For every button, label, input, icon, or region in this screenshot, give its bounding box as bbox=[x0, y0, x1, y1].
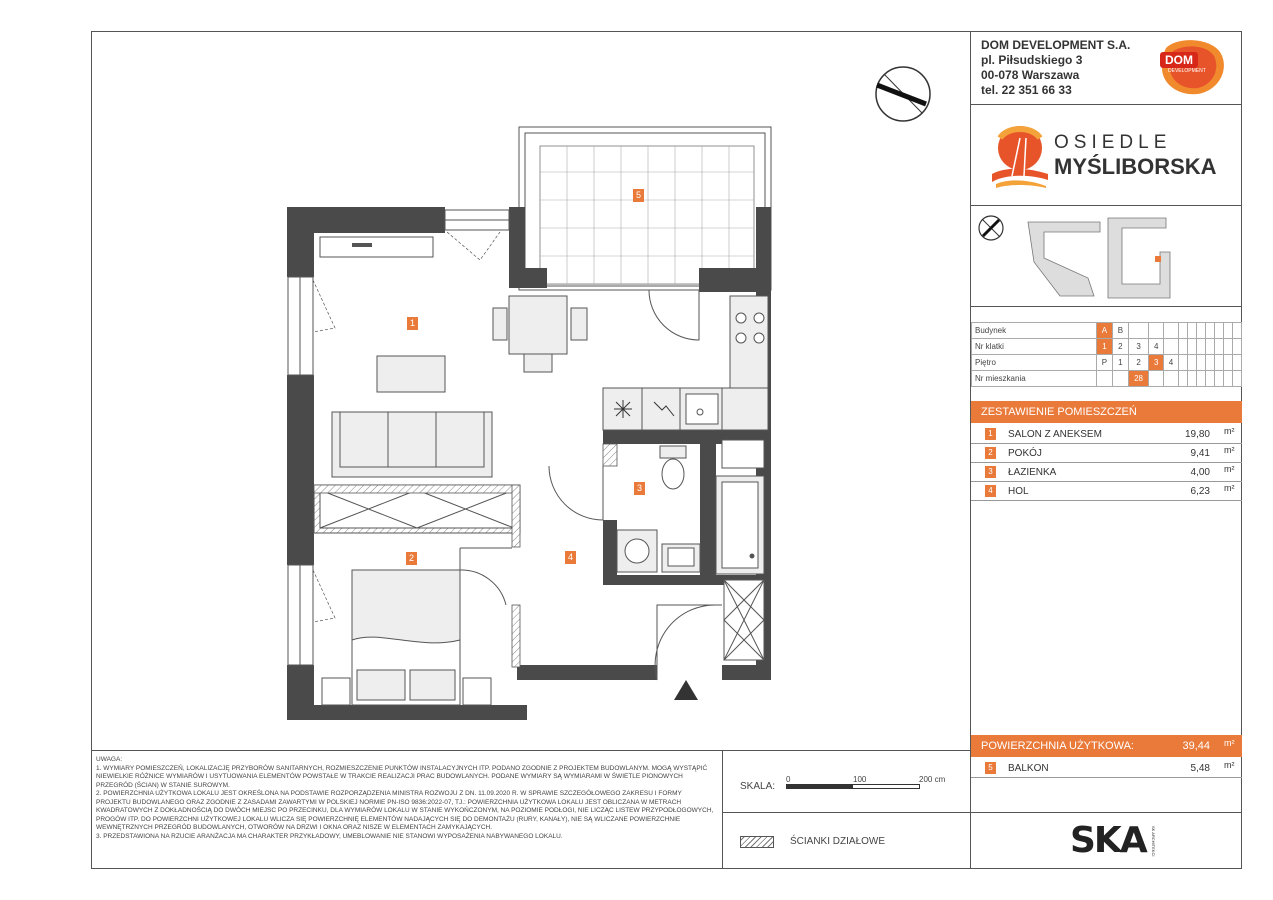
info-cell: 2 bbox=[1128, 355, 1149, 371]
room-unit: m² bbox=[1224, 483, 1235, 493]
info-cell: 4 bbox=[1164, 355, 1179, 371]
room-area: 6,23 bbox=[1190, 486, 1210, 497]
architect-logo: SKA bbox=[1070, 820, 1146, 861]
usable-area-label: POWIERZCHNIA UŻYTKOWA: bbox=[981, 740, 1134, 752]
washbasin-icon bbox=[662, 544, 700, 572]
scale-tick: 100 bbox=[853, 775, 867, 784]
dom-logo-text: DOM bbox=[1160, 52, 1198, 68]
radiator-icon bbox=[320, 237, 433, 257]
balcony-area bbox=[519, 127, 771, 290]
room-area: 19,80 bbox=[1184, 429, 1210, 440]
room-number: 3 bbox=[985, 466, 996, 478]
room-tag-5: 5 bbox=[633, 189, 644, 202]
kitchen-counter bbox=[603, 296, 768, 430]
toilet-icon bbox=[660, 446, 686, 489]
project-name-line1: OSIEDLE bbox=[1054, 132, 1172, 153]
room-number: 4 bbox=[985, 485, 996, 497]
scale-tick: 0 bbox=[786, 775, 791, 784]
bed bbox=[322, 570, 491, 705]
rooms-heading: ZESTAWIENIE POMIESZCZEŃ bbox=[971, 401, 1242, 423]
usable-area-unit: m² bbox=[1224, 738, 1235, 748]
room-number: 2 bbox=[985, 447, 996, 459]
info-label: Budynek bbox=[972, 323, 1097, 339]
coffee-table bbox=[377, 356, 445, 392]
room-number: 1 bbox=[985, 428, 996, 440]
bathtub-icon bbox=[716, 476, 764, 574]
room-area: 9,41 bbox=[1190, 448, 1210, 459]
dining-table bbox=[493, 296, 587, 372]
room-unit: m² bbox=[1224, 445, 1235, 455]
info-cell: 4 bbox=[1149, 339, 1164, 355]
info-label: Nr klatki bbox=[972, 339, 1097, 355]
notes-title: UWAGA: bbox=[96, 756, 123, 763]
balcony-number: 5 bbox=[985, 762, 996, 774]
info-cell: 3 bbox=[1128, 339, 1149, 355]
room-name: HOL bbox=[1008, 486, 1029, 497]
balcony-area: 5,48 bbox=[1190, 763, 1210, 774]
usable-area-value: 39,44 bbox=[1182, 740, 1210, 752]
partition-walls-label: ŚCIANKI DZIAŁOWE bbox=[790, 836, 886, 847]
room-name: POKÓJ bbox=[1008, 448, 1042, 459]
scale-tick: 200 cm bbox=[919, 775, 946, 784]
info-cell: 2 bbox=[1112, 339, 1128, 355]
note-item: 2. POWIERZCHNIA UŻYTKOWA LOKALU JEST OKREŚLONA NA PODSTAWIE ROZPORZĄDZENIA MINISTRA ROZWOJU Z DN. 11.09.2020 R. W SPRAWIE SZCZEGÓŁOWEGO ZAKRESU I FORMY PROJEKTU BUDOWLANEGO ORAZ ZGODNIE Z ZASADAMI ZAWARTYMI W POLSKIEJ NORMIE PN-ISO 9836:2022-07, TJ.: POWIERZCHNIA UŻYTKOWA LOKALU JEST OBLICZANA W METRACH KWADRATOWYCH Z DOKŁADNOŚCIĄ DO DWÓCH MIEJSC PO PRZECINKU, DLA WYMIARÓW LOKALU W STANIE WYKOŃCZONYM, NA POZIOMIE PODŁOGI, NIE LICZĄC LISTEW PRZYPODŁOGOWYCH, PROGÓW ITP. DO POWIERZCHNI UŻYTKOWEJ LOKALU WLICZA SIĘ POWIERZCHNIĘ ELEMENTÓW NADAJĄCYCH SIĘ DO DEMONTAŻU (RURY, KANAŁY), NIE SĄ WLICZANE POWIERZCHNIE WEWNĘTRZNYCH PRZEGRÓD BUDOWLANYCH, OTWORÓW NA DRZWI I OKNA ORAZ NISZE W ELEMENTACH ZAMYKAJĄCYCH. bbox=[96, 790, 714, 831]
fridge-icon bbox=[614, 400, 632, 418]
info-cell: P bbox=[1097, 355, 1113, 371]
room-name: SALON Z ANEKSEM bbox=[1008, 429, 1102, 440]
info-cell: 1 bbox=[1097, 339, 1113, 355]
room-name: ŁAZIENKA bbox=[1008, 467, 1057, 478]
entrance-arrow-icon bbox=[674, 680, 698, 700]
room-tag-3: 3 bbox=[634, 482, 645, 495]
window-left-upper bbox=[288, 277, 313, 375]
balcony-name: BALKON bbox=[1008, 763, 1049, 774]
washing-machine-icon bbox=[617, 530, 657, 572]
north-arrow-icon bbox=[876, 67, 930, 121]
info-label: Piętro bbox=[972, 355, 1097, 371]
info-cell: 1 bbox=[1112, 355, 1128, 371]
info-cell: 28 bbox=[1128, 371, 1149, 387]
room-tag-4: 4 bbox=[565, 551, 576, 564]
info-cell: B bbox=[1112, 323, 1128, 339]
company-phone: tel. 22 351 66 33 bbox=[981, 83, 1072, 97]
room-unit: m² bbox=[1224, 464, 1235, 474]
project-name-line2: MYŚLIBORSKA bbox=[1054, 154, 1217, 179]
window-left-lower bbox=[288, 565, 313, 665]
company-address2: 00-078 Warszawa bbox=[981, 68, 1080, 82]
note-item: 1. WYMIARY POMIESZCZEŃ, LOKALIZACJĘ PRZYBORÓW SANITARNYCH, ROZMIESZCZENIE PUNKTÓW INSTALACYJNYCH ITP. PODANO ZGODNIE Z PROJEKTEM BUDOWLANYM. MOGĄ WYSTĄPIĆ NIEWIELKIE RÓŻNICE WYMIARÓW I USYTUOWANIA ELEMENTÓW POWSTAŁE W TRAKCIE REALIZACJI PRAC BUDOWLANYCH. PODANE WYMIARY SĄ WYMIARAMI W ŚWIETLE PIONOWYCH PRZEGRÓD (ŚCIAN) W STANIE SUROWYM. bbox=[96, 764, 708, 789]
sofa bbox=[332, 412, 492, 477]
balcony-unit: m² bbox=[1224, 760, 1235, 770]
dom-logo-sub: DEVELOPMENT bbox=[1168, 68, 1206, 74]
architect-logo-sub: SK ARCHITEKCI bbox=[1151, 826, 1156, 857]
info-cell: A bbox=[1097, 323, 1113, 339]
room-unit: m² bbox=[1224, 426, 1235, 436]
info-label: Nr mieszkania bbox=[972, 371, 1097, 387]
room-tag-1: 1 bbox=[407, 317, 418, 330]
note-item: 3. PRZEDSTAWIONA NA RZUCIE ARANŻACJA MA CHARAKTER PRZYKŁADOWY, UMEBLOWANIE NIE STANOWI WYPOSAŻENIA NABYWANEGO LOKALU. bbox=[96, 832, 563, 840]
window-top bbox=[445, 210, 509, 230]
scale-label: SKALA: bbox=[740, 781, 776, 792]
info-cell: 3 bbox=[1149, 355, 1164, 371]
company-name: DOM DEVELOPMENT S.A. bbox=[981, 38, 1131, 52]
company-address1: pl. Piłsudskiego 3 bbox=[981, 53, 1083, 67]
room-area: 4,00 bbox=[1190, 467, 1210, 478]
room-tag-2: 2 bbox=[406, 552, 417, 565]
